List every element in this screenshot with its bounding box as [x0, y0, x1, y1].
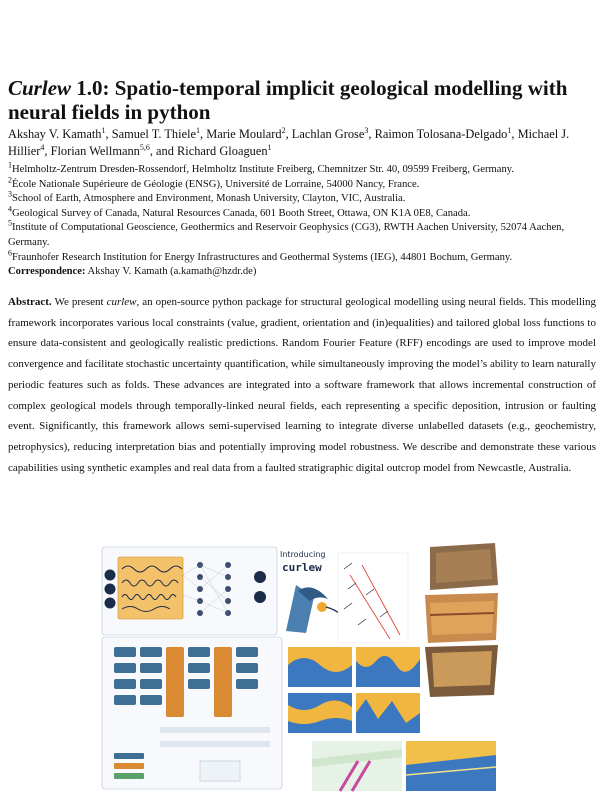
- model-result-maps: [288, 647, 420, 733]
- affiliations: [8, 160, 594, 280]
- graphical-abstract-figure: [100, 535, 500, 795]
- correspondence: Correspondence: Akshay V. Kamath (a.kamath@hzdr.de): [8, 266, 257, 278]
- svg-text:Introducing: Introducing: [280, 550, 326, 559]
- title-rest: 1.0: Spatio-temporal implicit geological modelling with neural fields in python: [8, 76, 568, 124]
- title-italic: Curlew: [8, 76, 72, 100]
- author: and Richard Gloaguen$^1$: [156, 142, 272, 158]
- affiliation: $^6$Fraunhofer Research Institution for Energy Infrastructures and Geothermal Systems (IEG), 44801 Bochum, Germany.: [8, 248, 513, 263]
- author: Raimon Tolosana-Delgado$^1$,: [374, 125, 515, 141]
- abstract-label: Abstract.: [8, 296, 52, 308]
- author: Florian Wellmann$^{5,6}$,: [50, 142, 157, 158]
- author: Michael J. Hillier$^4$,: [8, 127, 570, 158]
- abstract: Abstract. We present curlew, an open-source python package for structural geological modelling using neural fields. This modelling framework incorporates various local constraints (value, gradient, orientation and (in)equalities) and tailored global loss functions to ensure data-consistent and geologically realistic predictions. Random Fourier Feature (RFF) encodings are used to improve model convergence and facilitate stochastic uncertainty quantification, while simultaneously improving the model’s ability to learn naturally periodic features such as folds. These advances are integrated into a software framework that allows incremental construction of complex geological models through temporally-linked neural fields, each representing a specific deposition, intrusion or faulting event. Significantly, this framework allows semi-supervised learning to integrate diverse unlabelled datasets (e.g., geochemistry, petrophysics), reducing interpretation bias and potentially improving model robustness. We describe and demonstrate these various capabilities using synthetic examples and real data from a faulted stratigraphic digital outcrop model from Newcastle, Australia.: [8, 296, 596, 474]
- neural-network-panel: [102, 547, 277, 635]
- paper-title: [8, 76, 594, 124]
- author-list: [8, 126, 594, 160]
- author: Lachlan Grose$^3$,: [291, 125, 375, 141]
- author: Akshay V. Kamath$^1$,: [8, 125, 112, 141]
- abstract-body: , an open-source python package for structural geological modelling using neural fields. This modelling framework incorporates various local constraints (value, gradient, orientation and (in)equalities) and tailored global loss functions to ensure data-consistent and geologically realistic predictions. Random Fourier Feature (RFF) encodings are used to improve model convergence and facilitate stochastic uncertainty quantification, while simultaneously improving the model’s ability to learn naturally periodic features such as folds. These advances are integrated into a software framework that allows incremental construction of complex geological models through temporally-linked neural fields, each representing a specific deposition, intrusion or faulting event. Significantly, this framework allows semi-supervised learning to integrate diverse unlabelled datasets (e.g., geochemistry, petrophysics), reducing interpretation bias and potentially improving model robustness. We describe and demonstrate these various capabilities using synthetic examples and real data from a faulted stratigraphic digital outcrop model from Newcastle, Australia.: [8, 296, 596, 474]
- author: Samuel T. Thiele$^1$,: [111, 125, 207, 141]
- affiliation: $^2$École Nationale Supérieure de Géologie (ENSG), Université de Lorraine, 54000 Nancy, France.: [8, 175, 420, 190]
- svg-text:curlew: curlew: [282, 561, 322, 574]
- affiliation: $^4$Geological Survey of Canada, Natural Resources Canada, 601 Booth Street, Ottawa, ON K1A 0E8, Canada.: [8, 204, 471, 219]
- correspondence-email-link[interactable]: Akshay V. Kamath (a.kamath@hzdr.de): [85, 266, 257, 278]
- package-name: curlew: [106, 296, 137, 308]
- event-flow-diagram: [102, 637, 282, 789]
- affiliation: $^5$Institute of Computational Geoscience, Geothermics and Reservoir Geophysics (CG3), RWTH Aachen University, 52074 Aachen, Germany.: [8, 218, 565, 248]
- gradient-constraints-diagram: [338, 553, 408, 643]
- affiliation: $^1$Helmholtz-Zentrum Dresden-Rossendorf, Helmholtz Institute Freiberg, Chemnitzer Str. 40, 09599 Freiberg, Germany.: [8, 160, 515, 175]
- author: Marie Moulard$^2$,: [206, 125, 292, 141]
- outcrop-model-photos: [425, 543, 498, 697]
- cross-section-views: [312, 741, 496, 791]
- affiliation: $^3$School of Earth, Atmosphere and Environment, Monash University, Clayton, VIC, Australia.: [8, 189, 406, 205]
